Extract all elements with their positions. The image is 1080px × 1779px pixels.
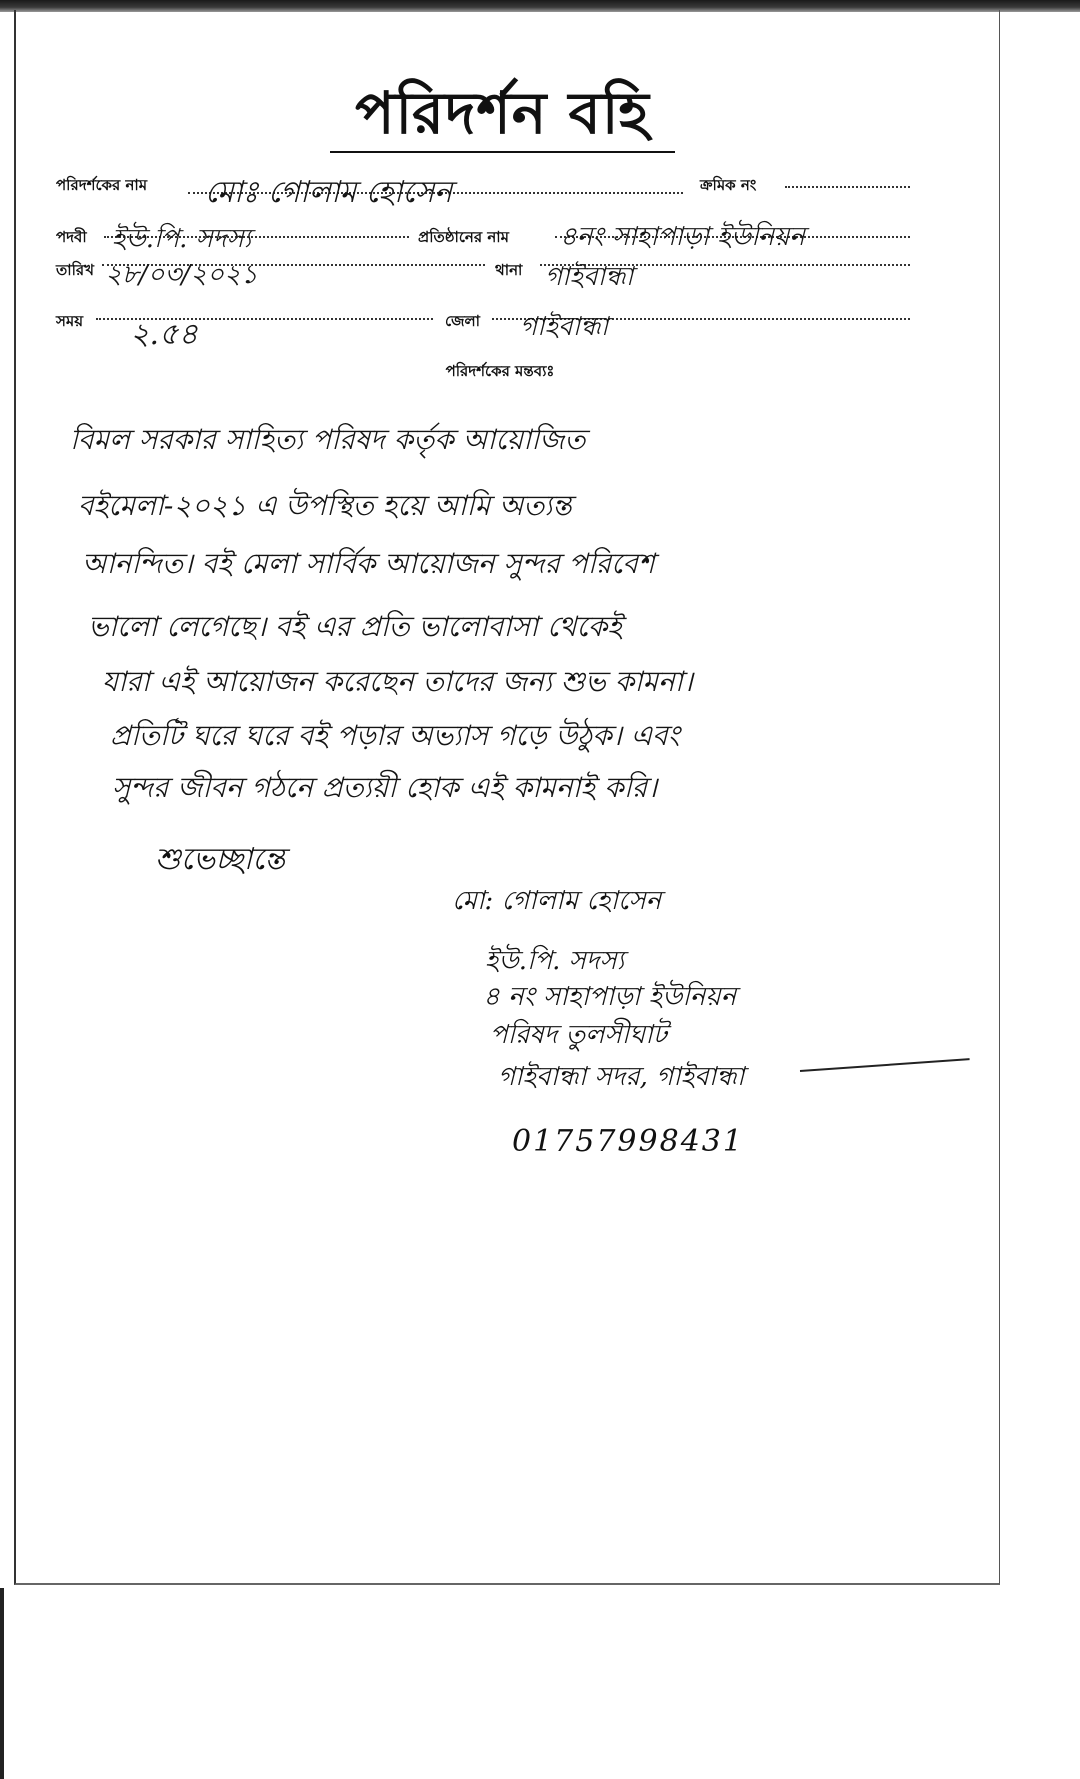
- signature-name: মো: গোলাম হোসেন: [452, 886, 662, 916]
- serial-no-line: [785, 186, 910, 188]
- time-label: সময়: [56, 312, 84, 330]
- title-underline: [330, 151, 675, 153]
- designation-value: ইউ.পি. সদস্য: [112, 224, 252, 254]
- time-value: ২.৫৪: [130, 317, 198, 352]
- district-label: জেলা: [445, 312, 481, 330]
- comments-heading: পরিদর্শকের মন্তব্যঃ: [445, 362, 555, 380]
- date-label: তারিখ: [56, 261, 94, 279]
- inspector-name-value: মোঃ গোলাম হোসেন: [205, 175, 453, 210]
- comment-line: ভালো লেগেছে। বই এর প্রতি ভালোবাসা থেকেই: [88, 610, 622, 643]
- district-value: গাইবান্ধা: [520, 312, 609, 342]
- inspector-name-label: পরিদর্শকের নাম: [56, 176, 148, 194]
- closing-salutation: শুভেচ্ছান্তে: [155, 842, 286, 877]
- comment-line: প্রতিটি ঘরে ঘরে বই পড়ার অভ্যাস গড়ে উঠুক। এবং: [110, 719, 680, 752]
- comment-line: বইমেলা-২০২১ এ উপস্থিত হয়ে আমি অত্যন্ত: [78, 489, 572, 522]
- comment-line: আনন্দিত। বই মেলা সার্বিক আয়োজন সুন্দর পরিবেশ: [82, 547, 655, 580]
- signature-designation: ইউ.পি. সদস্য: [485, 946, 625, 976]
- thana-value: গাইবান্ধা: [545, 262, 634, 292]
- comment-line: বিমল সরকার সাহিত্য পরিষদ কর্তৃক আয়োজিত: [70, 423, 586, 456]
- date-value: ২৮/০৩/২০২১: [105, 260, 258, 290]
- signature-union: ৪ নং সাহাপাড়া ইউনিয়ন: [483, 982, 737, 1012]
- institution-name-label: প্রতিষ্ঠানের নাম: [418, 228, 509, 246]
- signature-address: গাইবান্ধা সদর, গাইবান্ধা: [498, 1062, 745, 1092]
- designation-label: পদবী: [56, 228, 87, 246]
- signature-phone: 01757998431: [512, 1124, 744, 1159]
- serial-no-label: ক্রমিক নং: [700, 176, 757, 194]
- comment-line: সুন্দর জীবন গঠনে প্রত্যয়ী হোক এই কামনাই করি।: [112, 771, 658, 804]
- institution-name-value: ৪নং সাহাপাড়া ইউনিয়ন: [560, 222, 805, 252]
- signature-council: পরিষদ তুলসীঘাট: [490, 1020, 667, 1050]
- comment-line: যারা এই আয়োজন করেছেন তাদের জন্য শুভ কামনা।: [102, 665, 693, 698]
- thana-label: থানা: [495, 261, 523, 279]
- scan-left-edge: [0, 1588, 4, 1779]
- page-title: পরিদর্শন বহি: [355, 79, 650, 147]
